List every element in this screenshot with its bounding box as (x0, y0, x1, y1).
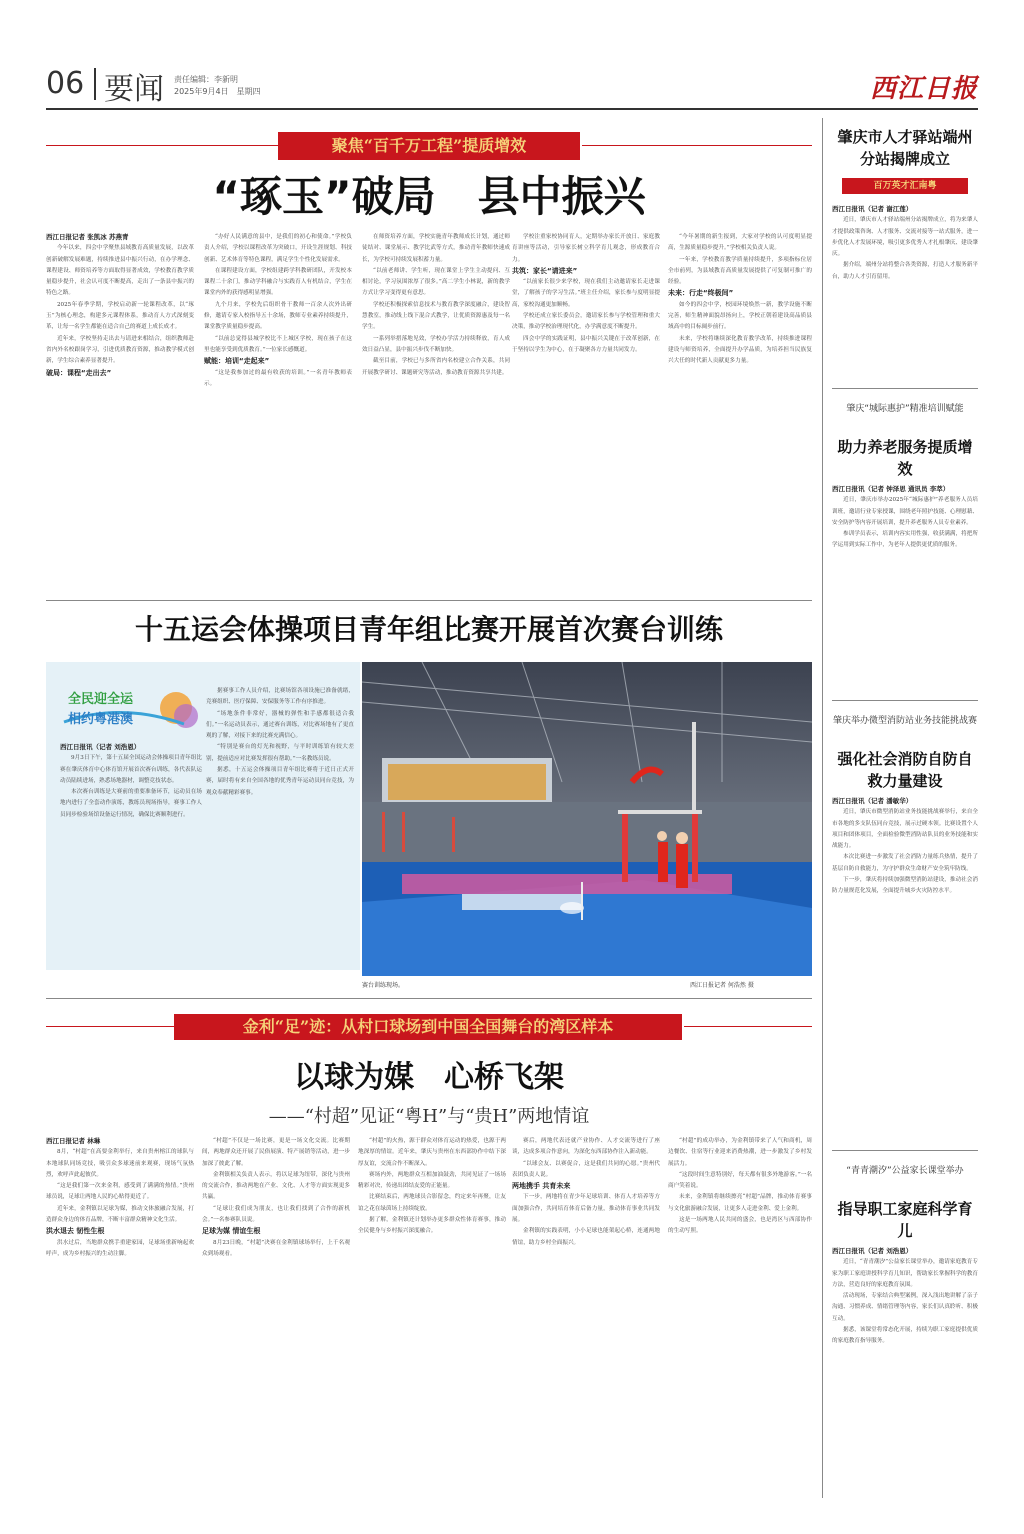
story3-subhead-3: 足球为媒 情谊生根 (202, 1227, 261, 1236)
story3-banner: 金利“足”迹：从村口球场到中国全国舞台的湾区样本 (174, 1014, 682, 1040)
story1-column: 学校注重家校协同育人，定期举办家长开放日、家庭教育讲座等活动，引导家长树立科学育儿观念，形成教育合力。 共筑：家长“请进来” “以前家长很少来学校，现在我们主动邀请家长走进课堂，了解孩子的学习生活。”班主任介绍，家长参与度明显提高，家校沟通更加顺畅。 学校还成立家长委员会，邀请家长参与学校管理和重大决策，推动学校治理现代化，办学满意度不断提升。 四会中学的实践证明，县中振兴关键在于改革创新，在于坚持以学生为中心，在于凝聚各方力量共同发力。 (512, 234, 660, 353)
story2-column: 西江日报讯（记者 刘浩恩） 9月3日下午，第十五届全国运动会体操项目青年组比赛在肇庆体育中心体育馆开展首次赛台训练，各代表队运动员陆续进场，熟悉场地器材，调整竞技状态。 本次赛台训练是大赛前的重要准备环节，运动员在场地内进行了全套动作演练，教练员现场指导，赛事工作人员同步检验场馆设备运行情况，确保比赛顺利进行。 (60, 743, 202, 818)
story3-column: 西江日报记者 林琳 8月，“村超”在高要金利举行，来自贵州榕江的球队与本地球队同场竞技，吸引众多球迷前来观赛，现场气氛热烈，欢呼声此起彼伏。 “这是我们第一次来金利，感受到了满满的热情。”贵州球员说，足球让两地人民的心贴得更近了。 近年来，金利镇以足球为媒，推动文体旅融合发展，打造群众身边的体育品牌，不断丰富群众精神文化生活。 洪水退去 韧性生根 洪水过后，当地群众携手重建家园，足球场重新响起欢呼声，成为乡村振兴的生动注脚。 (46, 1137, 194, 1257)
story3-column: “村超”的火热，源于群众对体育运动的热爱，也源于两地深厚的情谊。近年来，肇庆与贵州在东西部协作中结下深厚友谊，交流合作不断深入。 赛场内外，两地群众互相加油鼓劲，共同见证了一场场精彩对决，传递出团结友爱的正能量。 比赛结束后，两地球员合影留念，约定来年再聚，让友谊之花在绿茵场上持续绽放。 据了解，金利镇还计划举办更多群众性体育赛事，推动全民健身与乡村振兴深度融合。 (358, 1138, 506, 1235)
sidebar-item4-byline: 西江日报讯（记者 刘浩恩） (832, 1247, 913, 1255)
sidebar-item3-title: 强化社会消防自防自救力量建设 (837, 750, 973, 790)
section-title: 要闻 (104, 72, 164, 107)
section-rule-2 (46, 998, 812, 999)
story3-column: “村超”的成功举办，为金利镇带来了人气和商机，周边餐饮、住宿等行业迎来消费热潮，进一步激发了乡村发展活力。 “这段时间生意特别好，每天都有很多外地游客。”一名商户笑着说。 未来，金利镇将继续擦亮“村超”品牌，推动体育赛事与文化旅游融合发展，让更多人走进金利、爱上金利。 这是一场两地人民共同的盛会，也是湾区与西部协作的生动写照。 (668, 1138, 812, 1235)
sidebar-item4-title: 指导职工家庭科学育儿 (837, 1200, 973, 1240)
story1-subhead-4: 未来：行走“终极间” (668, 289, 734, 298)
story1-subhead-1: 破局：课程“走出去” (46, 368, 112, 377)
story2-byline: 西江日报讯（记者 刘浩恩） (60, 743, 141, 751)
story3-subhead-1: 洪水退去 韧性生根 (46, 1227, 105, 1236)
story3-headline: 以球为媒 心桥飞架 (294, 1060, 564, 1095)
gymnastics-photo (362, 662, 812, 976)
story1-subhead-2: 赋能：培训“走起来” (204, 357, 270, 366)
sidebar-divider-3 (832, 1150, 978, 1151)
story3-column: “村超”不仅是一场比赛，更是一场文化交流。比赛期间，两地群众还开展了民俗展演、特产展销等活动，进一步加深了彼此了解。 金利镇相关负责人表示，将以足球为纽带，深化与贵州的交流合作，推动两地在产业、文化、人才等方面实现更多共赢。 “足球让我们成为朋友，也让我们找到了合作的新机会。”一名参赛队员说。 足球为媒 情谊生根 8月23日晚，“村超”决赛在金利镇球场举行，上千名观众到场观看。 (202, 1138, 350, 1257)
logo-line-1: 全民迎全运 (68, 692, 134, 707)
story2-headline: 十五运会体操项目青年组比赛开展首次赛台训练 (134, 613, 723, 646)
banner-rule-right (582, 145, 812, 146)
section-rule (46, 600, 812, 601)
story1-column: 西江日报记者 张凯冰 苏燕青 今年以来，四会中学聚焦县域教育高质量发展，以改革创新破解发展难题，持续推进县中振兴行动，在办学理念、课程建设、师资培养等方面取得显著成效，学校教育教学质量稳步提升，社会认可度不断提高，走出了一条县中振兴的特色之路。 2025年春季学期，学校启动新一轮课程改革，以“琢玉”为核心理念，构建多元课程体系，推动育人方式深刻变革，让每一名学生都能在适合自己的赛道上成长成才。 近年来，学校坚持走出去与请进来相结合，组织教师赴省内外名校跟岗学习，引进优质教育资源，推动教学模式创新，学生综合素养显著提升。 破局：课程“走出去” (46, 232, 194, 588)
story1-banner: 聚焦“百千万工程”提质增效 (278, 132, 580, 160)
sidebar-item1-banner: 百万英才汇南粤 (842, 178, 968, 194)
logo-line-2: 相约粤港澳 (68, 712, 134, 727)
story1-column: “今年暑期的新生报到，大家对学校的认可度明显提高，生源质量稳步提升。”学校相关负责人说。 一年来，学校教育教学质量持续提升，多项指标位居全市前列，为县域教育高质量发展提供了可复制可推广的经验。 未来：行走“终极间” 如今的四会中学，校园环境焕然一新，教学设施不断完善，师生精神面貌昂扬向上，学校正朝着建设高品质县域高中的目标阔步前行。 未来，学校将继续深化教育教学改革，持续推进课程建设与师资培养，全面提升办学品质，为培养担当民族复兴大任的时代新人贡献更多力量。 (668, 234, 812, 365)
story3-subhead-2: 两地携手 共育未来 (512, 1182, 571, 1191)
photo-credit: 西江日报记者 何浩然 摄 (690, 982, 754, 989)
sidebar-divider-2 (832, 700, 978, 701)
sidebar-divider-1 (832, 388, 978, 389)
sidebar-item1-byline: 西江日报讯（记者 谢江莲） (832, 205, 913, 213)
story3-subtitle: ——“村超”见证“粤H”与“贵H”两地情谊 (268, 1106, 590, 1127)
sidebar-item1-body: 西江日报讯（记者 谢江莲） 近日，肇庆市人才驿站端州分站揭牌成立，将为来肇人才提供政策咨询、人才服务、交流对接等一站式服务，进一步优化人才发展环境，吸引更多优秀人才扎根肇庆、建设肇庆。 据介绍，端州分站将整合各类资源，打造人才服务新平台，助力人才引育留用。 (832, 205, 978, 280)
sidebar-item2-byline: 西江日报讯（记者 钟泽思 通讯员 李萃） (832, 485, 950, 493)
sidebar-divider (822, 118, 823, 1498)
story1-byline: 西江日报记者 张凯冰 苏燕青 (46, 233, 129, 241)
story3-byline: 西江日报记者 林琳 (46, 1137, 101, 1145)
story1-headline: “琢玉”破局 县中振兴 (212, 172, 646, 221)
sidebar-item3-body: 西江日报讯（记者 潘敏华） 近日，肇庆市微型消防站业务技能挑战赛举行，来自全市各地的多支队伍同台竞技，展示过硬本领。比赛设置个人项目和团体项目，全面检验微型消防站队员的业务技能和实战能力。 本次比赛进一步激发了社会消防力量练兵热情，提升了基层自防自救能力，为守护群众生命财产安全筑牢防线。 下一步，肇庆将持续加强微型消防站建设，推动社会消防力量规范化发展，全面提升城乡火灾防控水平。 (832, 797, 978, 895)
sidebar-item2-title: 助力养老服务提质增效 (837, 438, 973, 478)
sidebar-item3-pre: 肇庆举办微型消防站业务技能挑战赛 (832, 716, 977, 726)
quanyun-logo (60, 682, 200, 738)
editor-line: 责任编辑：李新明 (174, 75, 238, 84)
sidebar-item3-byline: 西江日报讯（记者 潘敏华） (832, 797, 913, 805)
masthead-logo: 西江日报 (869, 74, 978, 104)
story1-column: “办好人民满意的县中，是我们的初心和使命。”学校负责人介绍，学校以课程改革为突破口，开设生涯规划、科技创新、艺术体育等特色课程，满足学生个性化发展需求。 在课程建设方面，学校组建跨学科教研团队，开发校本课程二十余门，推动学科融合与实践育人有机结合，学生在课堂内外的获得感明显增强。 九个月来，学校先后组织骨干教师一百余人次外出研修，邀请专家入校指导五十余场，教师专业素养持续提升，课堂教学质量稳步提高。 “以前总觉得县城学校比不上城区学校，现在孩子在这里也能享受到优质教育。”一位家长感慨道。 赋能：培训“走起来” “这是我参加过的最有收获的培训。”一名青年教师表示。 (204, 234, 352, 387)
header-rule (46, 108, 978, 110)
header-divider (94, 68, 96, 100)
sidebar-item2-body: 西江日报讯（记者 钟泽思 通讯员 李萃） 近日，肇庆市举办2025年“城际惠护”养老服务人员培训班，邀请行业专家授课，围绕老年照护技能、心理慰藉、安全防护等内容开展培训，提升养老服务人员专业素养。 参训学员表示，培训内容实用性强，收获满满，将把所学运用到实际工作中，为老年人提供更优质的服务。 (832, 485, 978, 549)
story1-column: 在师资培养方面，学校实施青年教师成长计划，通过师徒结对、课堂展示、教学比武等方式，推动青年教师快速成长，为学校可持续发展积蓄力量。 “以前老师讲、学生听，现在课堂上学生主动提问、互相讨论，学习氛围浓厚了很多。”高二学生小林说，新的教学方式让学习变得更有意思。 学校还积极探索信息技术与教育教学深度融合，建设智慧教室，推动线上线下混合式教学，让优质资源惠及每一名学生。 一系列举措落地见效，学校办学活力持续释放，育人成效日益凸显，县中振兴步伐不断加快。 截至目前，学校已与多所省内名校建立合作关系，共同开展教学研讨、课题研究等活动，推动教育资源共享共建。 (362, 234, 510, 376)
sidebar-item4-pre: “青青潮汐”公益家长课堂举办 (846, 1166, 964, 1176)
page-number: 06 (46, 66, 85, 101)
date-line: 2025年9月4日 星期四 (174, 87, 261, 96)
sidebar-item4-body: 西江日报讯（记者 刘浩恩） 近日，“青青潮汐”公益家长课堂举办，邀请家庭教育专家为职工家庭讲授科学育儿知识，帮助家长掌握科学的教育方法，营造良好的家庭教育氛围。 活动现场，专家结合典型案例，深入浅出地讲解了亲子沟通、习惯养成、情绪管理等内容，家长们认真聆听、积极互动。 据悉，该课堂将常态化开展，持续为职工家庭提供优质的家庭教育指导服务。 (832, 1247, 978, 1345)
banner3-rule-right (684, 1026, 812, 1027)
banner-rule-left (46, 145, 278, 146)
banner3-rule-left (46, 1026, 174, 1027)
sidebar-item2-pre: 肇庆“城际惠护”精准培训赋能 (846, 404, 964, 414)
photo-caption: 赛台训练现场。 (362, 982, 405, 989)
story1-subhead-3: 共筑：家长“请进来” (512, 266, 578, 275)
story3-column: 赛后，两地代表还就产业协作、人才交流等进行了座谈，达成多项合作意向，为深化东西部协作注入新动能。 “以球会友、以赛促合，这是我们共同的心愿。”贵州代表团负责人说。 两地携手 共育未来 下一步，两地将在青少年足球培训、体育人才培养等方面加强合作，共同培育体育后备力量，推动体育事业共同发展。 金利镇的实践表明，小小足球也能架起心桥，连通两地情谊，助力乡村全面振兴。 (512, 1138, 660, 1246)
sidebar-item1-title: 肇庆市人才驿站端州分站揭牌成立 (837, 128, 973, 168)
story2-column: 据赛事工作人员介绍，比赛场馆各项设施已准备就绪，竞赛组织、医疗保障、安保服务等工作有序推进。 “场地条件非常好，器械的弹性和手感都很适合我们。”一名运动员表示，通过赛台训练，对比赛场地有了更直观的了解，对接下来的比赛充满信心。 “特别是赛台的灯光和视野，与平时训练馆有较大差别，提前适应对比赛发挥很有帮助。”一名教练员说。 据悉，十五运会体操项目青年组比赛将于近日正式开赛，届时将有来自全国各地的优秀青年运动员同台竞技，为观众奉献精彩赛事。 (206, 688, 354, 796)
